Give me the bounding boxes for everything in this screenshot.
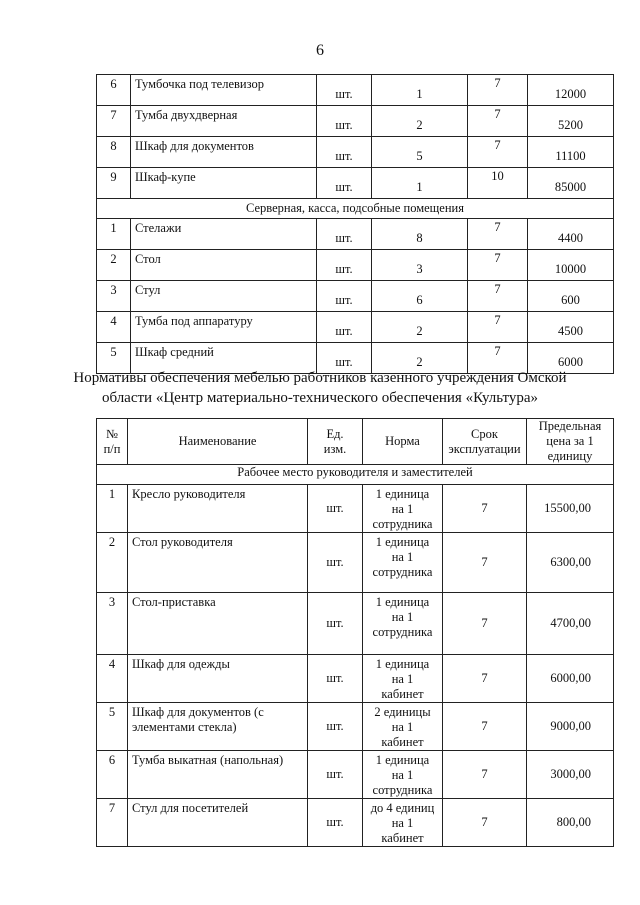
norm-line: на 1 xyxy=(391,610,414,624)
item-service-life: 7 xyxy=(468,250,528,281)
norm-line: кабинет xyxy=(381,831,424,845)
table-row xyxy=(97,799,614,847)
header-name: Наименование xyxy=(128,419,308,465)
row-number: 4 xyxy=(97,655,128,703)
item-quantity: 2 xyxy=(372,106,468,137)
item-name-line: Стул для посетителей xyxy=(132,801,249,815)
header-unit-line: изм. xyxy=(323,441,347,456)
item-service-life: 7 xyxy=(468,106,528,137)
item-service-life: 10 xyxy=(468,168,528,199)
furniture-table-continued xyxy=(96,74,614,374)
item-service-life: 7 xyxy=(443,799,527,847)
norm-line: 1 единица xyxy=(375,753,430,767)
item-price: 4400 xyxy=(528,219,614,250)
item-name: Шкаф средний xyxy=(131,343,317,374)
header-number-line: № xyxy=(106,426,118,441)
header-unit xyxy=(308,419,363,465)
row-number: 7 xyxy=(97,799,128,847)
item-quantity: 3 xyxy=(372,250,468,281)
item-name xyxy=(128,533,308,593)
item-quantity: 2 xyxy=(372,312,468,343)
item-name: Стул xyxy=(131,281,317,312)
furniture-standards-table xyxy=(96,418,614,847)
row-number: 2 xyxy=(97,533,128,593)
item-service-life: 7 xyxy=(443,703,527,751)
item-unit: шт. xyxy=(317,75,372,106)
row-number: 4 xyxy=(97,312,131,343)
item-name: Шкаф-купе xyxy=(131,168,317,199)
item-norm xyxy=(363,655,443,703)
norm-line: 1 единица xyxy=(375,535,430,549)
norm-line: сотрудника xyxy=(372,783,433,797)
row-number: 6 xyxy=(97,75,131,106)
item-price: 10000 xyxy=(528,250,614,281)
item-price: 6000 xyxy=(528,343,614,374)
item-price: 6300,00 xyxy=(527,533,614,593)
item-price: 9000,00 xyxy=(527,703,614,751)
header-unit-line: Ед. xyxy=(326,426,344,441)
norm-line: на 1 xyxy=(391,672,414,686)
item-unit: шт. xyxy=(317,106,372,137)
header-price-line: единицу xyxy=(547,449,593,463)
table-row xyxy=(97,312,614,343)
item-price: 4700,00 xyxy=(527,593,614,655)
table-row xyxy=(97,281,614,312)
item-unit: шт. xyxy=(308,655,363,703)
item-name-line: Кресло руководителя xyxy=(132,487,246,501)
section-row xyxy=(97,465,614,485)
item-name xyxy=(128,655,308,703)
norm-line: на 1 xyxy=(391,720,414,734)
item-norm xyxy=(363,703,443,751)
item-service-life: 7 xyxy=(443,533,527,593)
item-name xyxy=(128,485,308,533)
item-quantity: 8 xyxy=(372,219,468,250)
item-unit: шт. xyxy=(308,799,363,847)
table-header-row xyxy=(97,419,614,465)
table-row xyxy=(97,593,614,655)
item-quantity: 6 xyxy=(372,281,468,312)
table-row xyxy=(97,106,614,137)
item-norm xyxy=(363,751,443,799)
item-name xyxy=(128,593,308,655)
header-norm: Норма xyxy=(363,419,443,465)
header-number-line: п/п xyxy=(103,441,121,456)
item-price: 3000,00 xyxy=(527,751,614,799)
item-name xyxy=(128,799,308,847)
item-service-life: 7 xyxy=(468,219,528,250)
item-service-life: 7 xyxy=(468,281,528,312)
row-number: 8 xyxy=(97,137,131,168)
item-name xyxy=(128,703,308,751)
row-number: 3 xyxy=(97,281,131,312)
item-unit: шт. xyxy=(317,312,372,343)
row-number: 6 xyxy=(97,751,128,799)
item-price: 600 xyxy=(528,281,614,312)
item-norm xyxy=(363,593,443,655)
item-service-life: 7 xyxy=(443,485,527,533)
row-number: 5 xyxy=(97,703,128,751)
item-unit: шт. xyxy=(317,219,372,250)
item-price: 800,00 xyxy=(527,799,614,847)
table-row xyxy=(97,485,614,533)
item-name: Стелажи xyxy=(131,219,317,250)
norm-line: сотрудника xyxy=(372,625,433,639)
item-price: 4500 xyxy=(528,312,614,343)
table-row xyxy=(97,533,614,593)
item-quantity: 5 xyxy=(372,137,468,168)
item-name: Тумбочка под телевизор xyxy=(131,75,317,106)
norm-line: 2 единицы xyxy=(374,705,431,719)
item-norm xyxy=(363,533,443,593)
header-price xyxy=(527,419,614,465)
row-number: 5 xyxy=(97,343,131,374)
item-name-line: Стол руководителя xyxy=(132,535,233,549)
item-service-life: 7 xyxy=(443,751,527,799)
page-number: 6 xyxy=(316,42,324,59)
header-life-line: эксплуатации xyxy=(448,441,521,456)
item-unit: шт. xyxy=(308,751,363,799)
item-quantity: 2 xyxy=(372,343,468,374)
norm-line: на 1 xyxy=(391,768,414,782)
item-unit: шт. xyxy=(317,250,372,281)
item-unit: шт. xyxy=(317,281,372,312)
item-name: Стол xyxy=(131,250,317,281)
row-number: 2 xyxy=(97,250,131,281)
section-title: Серверная, касса, подсобные помещения xyxy=(97,199,614,219)
heading-line-2: области «Центр материально-технического обеспечения «Культура» xyxy=(101,390,539,406)
heading-line-1: Нормативы обеспечения мебелью работников казенного учреждения Омской xyxy=(73,370,567,386)
item-service-life: 7 xyxy=(468,75,528,106)
row-number: 1 xyxy=(97,485,128,533)
item-unit: шт. xyxy=(308,593,363,655)
norm-line: 1 единица xyxy=(375,657,430,671)
table-row xyxy=(97,75,614,106)
table-row xyxy=(97,703,614,751)
header-price-line: Предельная xyxy=(538,419,602,433)
item-service-life: 7 xyxy=(443,655,527,703)
table-row xyxy=(97,168,614,199)
row-number: 3 xyxy=(97,593,128,655)
item-quantity: 1 xyxy=(372,75,468,106)
section-heading xyxy=(60,368,580,408)
item-unit: шт. xyxy=(317,137,372,168)
norm-line: до 4 единиц xyxy=(370,801,435,815)
item-norm xyxy=(363,799,443,847)
item-unit: шт. xyxy=(317,343,372,374)
item-unit: шт. xyxy=(317,168,372,199)
item-norm xyxy=(363,485,443,533)
item-name-line: Шкаф для документов (с xyxy=(132,705,264,719)
table-row xyxy=(97,751,614,799)
row-number: 1 xyxy=(97,219,131,250)
item-name: Шкаф для документов xyxy=(131,137,317,168)
table-row xyxy=(97,137,614,168)
item-price: 6000,00 xyxy=(527,655,614,703)
item-unit: шт. xyxy=(308,485,363,533)
header-life-line: Срок xyxy=(471,426,498,441)
header-number xyxy=(97,419,128,465)
item-price: 5200 xyxy=(528,106,614,137)
item-name-line: элементами стекла) xyxy=(132,720,237,734)
norm-line: 1 единица xyxy=(375,595,430,609)
item-price: 11100 xyxy=(528,137,614,168)
item-name-line: Шкаф для одежды xyxy=(132,657,230,671)
item-unit: шт. xyxy=(308,533,363,593)
norm-line: 1 единица xyxy=(375,487,430,501)
norm-line: сотрудника xyxy=(372,517,433,531)
item-name-line: Стол-приставка xyxy=(132,595,216,609)
item-service-life: 7 xyxy=(468,137,528,168)
item-service-life: 7 xyxy=(468,312,528,343)
table-row xyxy=(97,655,614,703)
section-title: Рабочее место руководителя и заместителей xyxy=(97,465,614,485)
row-number: 7 xyxy=(97,106,131,137)
norm-line: сотрудника xyxy=(372,565,433,579)
item-quantity: 1 xyxy=(372,168,468,199)
norm-line: кабинет xyxy=(381,687,424,701)
item-name-line: Тумба выкатная (напольная) xyxy=(132,753,284,767)
item-unit: шт. xyxy=(308,703,363,751)
item-name xyxy=(128,751,308,799)
row-number: 9 xyxy=(97,168,131,199)
section-row xyxy=(97,199,614,219)
table-row xyxy=(97,250,614,281)
item-price: 15500,00 xyxy=(527,485,614,533)
item-price: 12000 xyxy=(528,75,614,106)
header-service-life xyxy=(443,419,527,465)
item-name: Тумба двухдверная xyxy=(131,106,317,137)
norm-line: кабинет xyxy=(381,735,424,749)
item-name: Тумба под аппаратуру xyxy=(131,312,317,343)
norm-line: на 1 xyxy=(391,550,414,564)
norm-line: на 1 xyxy=(391,502,414,516)
item-service-life: 7 xyxy=(468,343,528,374)
item-service-life: 7 xyxy=(443,593,527,655)
norm-line: на 1 xyxy=(391,816,414,830)
header-price-line: цена за 1 xyxy=(546,434,594,448)
item-price: 85000 xyxy=(528,168,614,199)
table-row xyxy=(97,219,614,250)
